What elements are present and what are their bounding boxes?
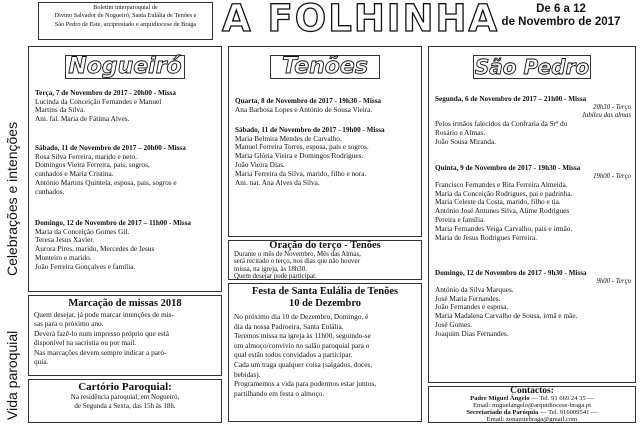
marcacao-line: Deverá fazê-lo num impresso próprio que está — [34, 328, 169, 338]
festa-title: Festa de Santa Eulália de Tenões — [251, 286, 399, 297]
entry-line: João Vieira Dias. — [235, 159, 285, 169]
entry-line: Maria Belmira Mendes de Carvalho. — [235, 133, 342, 143]
list-item — [35, 89, 217, 124]
entry-line: Maria Madalena Carvalho de Sousa, irmã e mãe. — [435, 311, 578, 321]
issue-date-line-2: de Novembro de 2017 — [501, 16, 621, 28]
bulletin-line: São Pedro de Este, arciprestado e arquidiocese de Braga — [54, 20, 197, 28]
entry-line: Maria da Conceição Gomes Gil. — [35, 226, 130, 236]
entry-heading: Terça, 7 de Novembro de 2017 - 20h00 - Missa — [35, 89, 176, 97]
festa-line: um almoço/convívio no salão paroquial para o — [234, 340, 370, 350]
entry-line: Maria Glória Vieira e Domingos Rodrigues. — [235, 151, 364, 161]
entry-time-note: 9h00 - Terço — [596, 277, 631, 285]
padre-name: Padre Miguel Ângelo — [470, 395, 530, 402]
list-item — [35, 219, 217, 272]
entry-line: João Fernandes e esposa. — [435, 302, 509, 312]
entry-line: João Ferreira Gonçalves e família. — [35, 261, 136, 271]
entry-heading: Domingo, 12 de Novembro de 2017 – 11h00 - Missa — [35, 219, 191, 227]
entry-line: Ana Barbosa Lopes e António de Sousa Vieira. — [235, 104, 373, 114]
festa-line: Programemos a vida para podermos estar juntos, — [234, 379, 377, 389]
entry-line: Ani. nat. Ana Alves da Silva. — [235, 177, 320, 187]
marcacao-title: Marcação de missas 2018 — [68, 298, 182, 309]
side-label-parish-life: Vida paroquial — [4, 330, 20, 420]
entry-line: António da Silva Marques. — [435, 284, 514, 294]
entry-line: João Sousa Miranda. — [435, 136, 497, 146]
entry-heading: Sábado, 11 de Novembro de 2017 – 20h00 - Missa — [35, 144, 186, 152]
list-item — [435, 164, 631, 242]
entry-line: Ani. fal. Maria de Fátima Alves. — [35, 114, 130, 124]
entry-line: Pereira e família. — [435, 214, 486, 224]
oracao-line: será recitado o terço, nos dias que não houver — [234, 258, 360, 266]
oracao-line: Durante o mês de Novembro, Mês das Almas, — [234, 251, 361, 258]
issue-dates — [486, 3, 636, 29]
issue-date-line-1: De 6 a 12 — [536, 3, 586, 15]
bulletin-line: Divino Salvador de Nogueiró, Santa Eulália de Tenões e — [54, 12, 197, 20]
festa-line: dia da nossa Padroeira, Santa Eulália. — [234, 321, 344, 331]
marcacao-line: Quem desejar, já pode marcar intenções de mis- — [34, 310, 174, 319]
nogueiro-box — [28, 46, 222, 292]
festa-box — [228, 283, 422, 422]
oracao-line: Quem desejar pode participar. — [234, 272, 317, 280]
entry-heading: Segunda, 6 de Novembro de 2017 – 21h00 - Missa — [435, 95, 587, 103]
oracao-box — [228, 240, 422, 280]
entry-time-note: Jubileu das almas — [581, 111, 631, 119]
entry-line: Rosa Silva Ferreira, marido e neto. — [35, 151, 137, 161]
entry-line: Domingos Vieira Ferreira, pais, sogros, — [35, 160, 150, 170]
entry-heading: Quinta, 9 de Novembro de 2017 - 19h30 - Missa — [435, 164, 581, 172]
entry-line: cunhados. — [35, 186, 65, 196]
padre-email: Email: miguelangelo@arquidiocese-braga.pt — [472, 401, 592, 409]
entry-line: Maria de Jesus Rodrigues Ferreira. — [435, 232, 537, 242]
list-item — [435, 269, 631, 339]
marcacao-line: quia. — [34, 357, 49, 367]
cartorio-line: Na residência paroquial, em Nogueiró, — [70, 393, 180, 401]
padre-phone: — Tel. 91 669 24 35 — — [531, 395, 594, 402]
entry-line: Rosário e Almas. — [435, 127, 486, 137]
entry-time-note: 20h30 - Terço — [593, 103, 631, 111]
side-label-celebrations: Celebrações e intenções — [4, 121, 20, 276]
marcacao-box — [28, 295, 222, 376]
list-item — [235, 126, 417, 187]
entry-line: Teresa Jesus Xavier. — [35, 235, 95, 245]
entry-line: Maria Ferreira da Silva, marido, filho e nora. — [235, 168, 367, 178]
festa-line: No próximo dia 10 de Dezembro, Domingo, é — [234, 312, 369, 321]
entry-line: Maria da Conceição Rodrigues, pai e padrinha. — [435, 188, 573, 198]
cartorio-line: de Segunda a Sexta, das 15h às 18h. — [74, 402, 176, 410]
cartorio-box — [28, 379, 222, 423]
bulletin-info-box — [38, 2, 213, 40]
bulletin-line: Boletim interparoquial de — [93, 4, 158, 11]
entry-time-note: 19h00 - Terço — [593, 172, 631, 180]
festa-line: Teremos missa na igreja às 11h00, seguindo-se — [234, 331, 371, 341]
entry-line: Francisco Fernandes e Rita Ferreira Almeida. — [435, 179, 568, 189]
sao-pedro-box — [428, 46, 636, 383]
entry-line: Joaquim Dias Fernandes. — [435, 328, 509, 338]
marcacao-line: disponível na sacristia ou por mail. — [34, 338, 137, 348]
list-item — [235, 97, 417, 114]
secretariado-phone: — Tel. 916009541 — — [540, 408, 598, 416]
festa-line: bebidas). — [234, 369, 261, 379]
entry-line: Pelos irmãos falecidos da Confraria da Srª do — [435, 119, 568, 128]
nogueiro-title: Nogueiró — [65, 55, 185, 79]
festa-line: Cada um traga qualquer coisa (salgados, doces, — [234, 359, 373, 369]
festa-line: qual estão todos convidados a participar. — [234, 350, 353, 360]
entry-line: Aurora Pires, marido, Mercedes de Jesus — [35, 244, 155, 254]
festa-date: 10 de Dezembro — [288, 298, 362, 309]
list-item — [435, 95, 631, 146]
entry-line: cunhados e Maria Cristina. — [35, 169, 114, 179]
entry-line: Manuel Ferreira Torres, esposa, pais e sogros. — [235, 142, 369, 152]
entry-line: Maria Celeste da Costa, marido, filho e tia. — [435, 197, 561, 207]
entry-line: António José Antunes Silva, Alime Rodrigues — [435, 206, 570, 216]
marcacao-line: Nas marcações devem sempre indicar a paró- — [34, 347, 167, 357]
marcacao-line: sas para o próximo ano. — [34, 319, 104, 329]
cartorio-title: Cartório Paroquial: — [78, 381, 172, 393]
oracao-title: Oração do terço - Tenões — [269, 240, 381, 251]
secretariado-name: Secretariado da Paróquia — [466, 408, 539, 416]
entry-line: José Gomes. — [435, 319, 472, 329]
entry-line: Monteiro e marido. — [35, 252, 92, 262]
masthead-title: A FOLHINHA — [222, 0, 500, 40]
tenoes-box — [228, 46, 422, 237]
entry-line: Lucinda da Conceição Fernandes e Manuel — [35, 96, 162, 106]
entry-line: Maria Fernandes Veiga Carvalho, pais e irmão. — [435, 223, 573, 233]
festa-line: partilhando em festa o almoço. — [234, 388, 325, 398]
entry-heading: Sábado, 11 de Novembro de 2017 - 19h00 - Missa — [235, 126, 385, 134]
entry-line: Martins da Silva. — [35, 105, 86, 115]
entry-line: José Maria Fernandes. — [435, 293, 501, 303]
entry-heading: Quarta, 8 de Novembro de 2017 - 19h30 - Missa — [235, 97, 382, 105]
secretariado-email: Email: zonaestebraga@gmail.com — [486, 415, 578, 423]
entry-line: António Martins Quintela, esposa, pais, sogros e — [35, 177, 177, 187]
contactos-title: Contactos: — [510, 386, 554, 396]
sao-pedro-title: São Pedro — [474, 55, 590, 79]
contactos-box — [428, 386, 636, 423]
tenoes-title: Tenões — [270, 55, 380, 79]
oracao-line: missa, na igreja, às 18h30. — [234, 265, 307, 273]
entry-heading: Domingo, 12 de Novembro de 2017 - 9h30 - Missa — [435, 269, 587, 277]
list-item — [35, 144, 217, 197]
